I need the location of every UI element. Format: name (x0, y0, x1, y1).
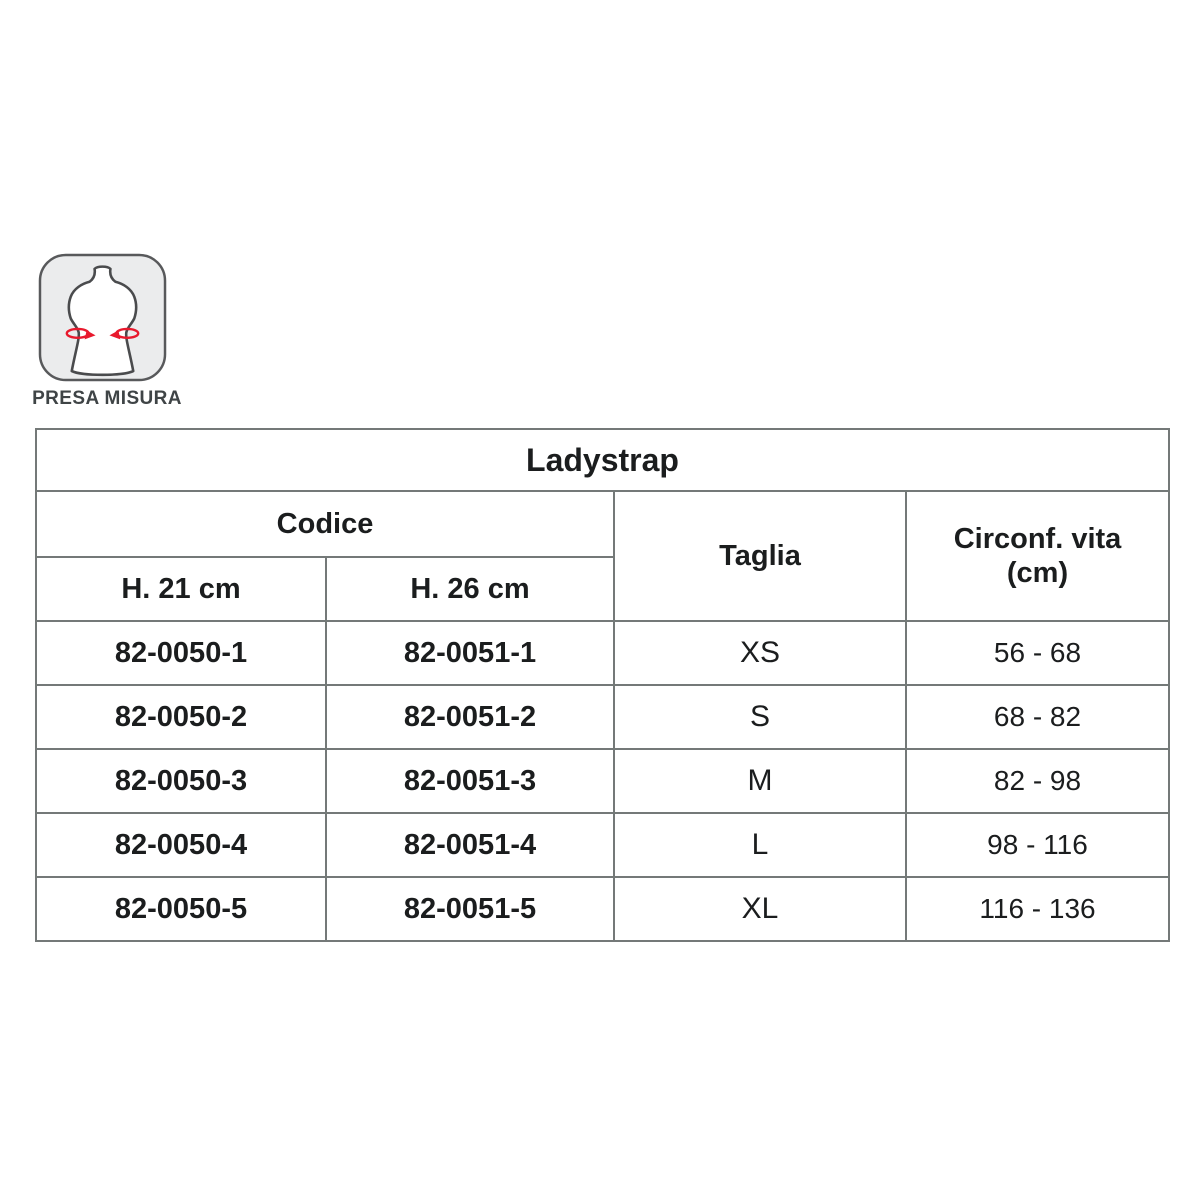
cell-code-h26: 82-0051-5 (326, 877, 614, 941)
cell-circonf-vita: 68 - 82 (906, 685, 1169, 749)
header-h21: H. 21 cm (36, 557, 326, 621)
cell-code-h26: 82-0051-3 (326, 749, 614, 813)
size-table (35, 428, 1170, 942)
cell-circonf-vita: 82 - 98 (906, 749, 1169, 813)
cell-taglia: S (614, 685, 906, 749)
cell-taglia: L (614, 813, 906, 877)
cell-code-h21: 82-0050-4 (36, 813, 326, 877)
table-title: Ladystrap (36, 429, 1169, 491)
header-row-1 (36, 491, 1169, 557)
table-row (36, 749, 1169, 813)
cell-taglia: M (614, 749, 906, 813)
cell-code-h21: 82-0050-1 (36, 621, 326, 685)
header-circonf-vita-line2: (cm) (1006, 557, 1069, 589)
cell-code-h26: 82-0051-2 (326, 685, 614, 749)
cell-taglia: XS (614, 621, 906, 685)
table-row (36, 685, 1169, 749)
header-circonf-vita (906, 491, 1169, 621)
cell-code-h26: 82-0051-4 (326, 813, 614, 877)
cell-code-h21: 82-0050-5 (36, 877, 326, 941)
body-measure-icon (38, 253, 167, 382)
table-row (36, 813, 1169, 877)
table-row (36, 621, 1169, 685)
table-row (36, 877, 1169, 941)
header-h26: H. 26 cm (326, 557, 614, 621)
cell-code-h21: 82-0050-3 (36, 749, 326, 813)
cell-code-h21: 82-0050-2 (36, 685, 326, 749)
cell-circonf-vita: 116 - 136 (906, 877, 1169, 941)
cell-code-h26: 82-0051-1 (326, 621, 614, 685)
cell-circonf-vita: 98 - 116 (906, 813, 1169, 877)
cell-taglia: XL (614, 877, 906, 941)
presa-misura-label: PRESA MISURA (32, 388, 182, 409)
cell-circonf-vita: 56 - 68 (906, 621, 1169, 685)
presa-misura-figure (32, 253, 182, 409)
header-circonf-vita-line1: Circonf. vita (953, 522, 1122, 555)
table-title-row (36, 429, 1169, 491)
header-taglia: Taglia (614, 491, 906, 621)
header-codice: Codice (36, 491, 614, 557)
